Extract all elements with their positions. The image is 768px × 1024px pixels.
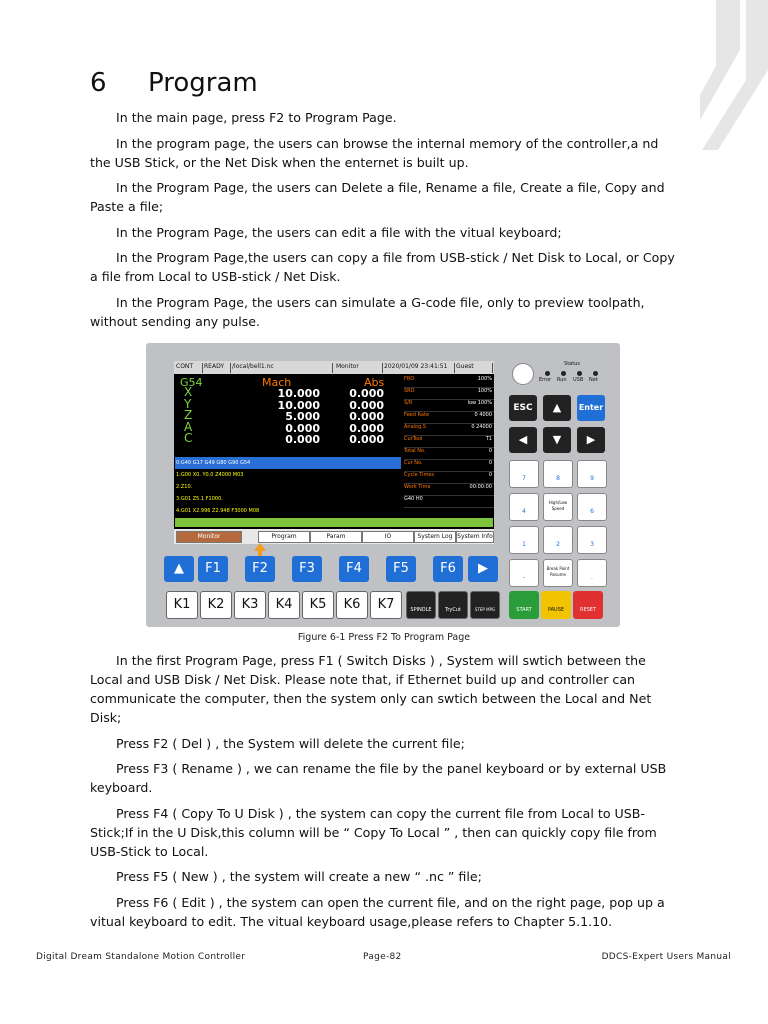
tab-monitor[interactable]: Monitor [176,531,242,543]
numpad-8[interactable]: 8 [543,460,573,488]
status-row: CurTool T1 [404,436,494,448]
state-label: READY [202,363,231,373]
k1-key[interactable]: K1 [166,591,198,619]
pause-key[interactable]: PAUSE [541,591,571,619]
f6-key[interactable]: F6 [433,556,463,582]
numpad-9[interactable]: 9 [577,460,607,488]
tab-io[interactable]: IO [362,531,414,543]
paragraph: Press F6 ( Edit ) , the system can open the current file, and on the right page, pop up a vitual keyboard to edit. The vitual keyboard usage,please refers to Chapter 5.1.10. [90,894,665,929]
mach-value: 10.000 [277,398,320,412]
numpad-1[interactable]: 1 [509,526,539,554]
high-low-speed-key[interactable]: High/Low Speed [543,493,573,521]
numpad-2[interactable]: 2 [543,526,573,554]
k6-key[interactable]: K6 [336,591,368,619]
f2-key[interactable]: F2 [245,556,275,582]
footer-right: DDCS-Expert Users Manual [601,952,731,962]
intro-paragraphs [90,108,676,337]
power-button[interactable] [512,363,534,385]
tab-system-log[interactable]: System Log [414,531,456,543]
status-row: Analog.S 0 24000 [404,424,494,436]
error-led [545,371,550,376]
abs-header: Abs [364,376,385,389]
left-key[interactable]: ◀ [509,427,537,453]
gcode-line: 3:G01 Z5.1 F1000. [176,496,223,502]
section-title: Program [148,68,258,98]
mach-header: Mach [262,376,292,389]
paragraph: In the Program Page, the users can Delete a file, Rename a file, Create a file, Copy and Paste a file; [90,180,665,214]
numpad-4[interactable]: 4 [509,493,539,521]
k-key-row [166,591,597,621]
k2-key[interactable]: K2 [200,591,232,619]
f5-key[interactable]: F5 [386,556,416,582]
input-bar [175,518,493,527]
paragraph: Press F4 ( Copy To U Disk ) , the system can copy the current file from Local to USB-Stick;If in the U Disk,this column will be “ Copy To Local ” , then can quickly copy file from USB-Stick to Local. [90,805,657,859]
paragraph: In the Program Page,the users can copy a file from USB-stick / Net Disk to Local, or Copy a file from Local to USB-stick / Net Disk. [90,250,675,284]
gcode-line: 2:Z10. [176,484,193,490]
abs-value: 0.000 [349,410,384,423]
up-key[interactable]: ▲ [543,395,571,421]
trycut-key[interactable]: TryCut [438,591,468,619]
breakpoint-resume-key[interactable]: Break Point Resume [543,559,573,587]
status-row: Work Time 00:00:00 [404,484,494,496]
f1-key[interactable]: F1 [198,556,228,582]
paragraph: In the first Program Page, press F1 ( Switch Disks ) , System will swtich between the Local and USB Disk / Net Disk. Please note that, if Ethernet build up and controller can communicate the computer, then the system only can swtich between the Local and Net Disk; [90,653,652,725]
mach-value: 0.000 [285,433,320,446]
k3-key[interactable]: K3 [234,591,266,619]
f4-key[interactable]: F4 [339,556,369,582]
mach-value: 10.000 [277,387,320,400]
reset-key[interactable]: RESET [573,591,603,619]
spindle-key[interactable]: SPINDLE [406,591,436,619]
wcs-label: G54 [180,376,203,389]
enter-key[interactable]: Enter [577,395,605,421]
f3-key[interactable]: F3 [292,556,322,582]
page-number: Page-82 [363,952,402,962]
user-label: Guest [454,363,493,373]
gcode-list [175,457,401,519]
gcode-line: 4:G01 X2.996 Z2.948 F3000 M08 [176,508,260,514]
tab-system-info[interactable]: System Info [456,531,494,543]
k5-key[interactable]: K5 [302,591,334,619]
status-row: FRO 100% [404,376,494,388]
start-key[interactable]: START [509,591,539,619]
gcode-line-selected: 0:G40 G17 G49 G80 G90 G54 [175,457,401,469]
paragraph: Press F5 ( New ) , the system will create a new “ .nc ” file; [116,869,482,884]
axis-label: Y [184,396,192,411]
tab-param[interactable]: Param [310,531,362,543]
numpad-dot[interactable]: . [577,559,607,587]
file-path: /local/bell1.nc [230,363,333,373]
footer-left: Digital Dream Standalone Motion Controller [36,952,246,962]
section-heading [90,68,258,98]
figure-caption: Figure 6-1 Press F2 To Program Page [297,632,471,643]
tab-program[interactable]: Program [258,531,310,543]
f-key-paragraphs [90,651,676,937]
run-led [561,371,566,376]
usb-led [577,371,582,376]
right-arrow-key[interactable]: ▶ [468,556,498,582]
step-mpg-key[interactable]: STEP MPG [470,591,500,619]
corner-decoration [698,0,768,150]
numpad-6[interactable]: 6 [577,493,607,521]
abs-value: 0.000 [349,433,384,446]
status-row: Total No. 0 [404,448,494,460]
status-leds: Status Error Run USB Net [539,361,598,383]
esc-key[interactable]: ESC [509,395,537,421]
mach-value: 0.000 [285,421,320,435]
axis-label: C [184,431,193,445]
screen-topbar [174,361,494,374]
paragraph: Press F3 ( Rename ) , we can rename the file by the panel keyboard or by external USB keyboard. [90,761,667,795]
numpad-3[interactable]: 3 [577,526,607,554]
gcode-line: 1:G00 X0. Y0.0 Z4000 M03 [176,472,244,478]
numpad-minus[interactable]: - [509,559,539,587]
k7-key[interactable]: K7 [370,591,402,619]
status-row: Cycle Times 0 [404,472,494,484]
page-label: Monitor [334,363,383,373]
screen-tabs [174,529,494,544]
paragraph: In the program page, the users can browse the internal memory of the controller,a nd the USB Stick, or the Net Disk when the enternet is built up. [90,135,659,170]
numpad-7[interactable]: 7 [509,460,539,488]
abs-value: 0.000 [349,421,384,435]
axis-label: X [184,385,193,399]
paragraph: In the Program Page, the users can simulate a G-code file, only to preview toolpath, without sending any pulse. [90,294,645,329]
axis-label: A [184,419,193,434]
status-row: G40 H0 [404,496,494,508]
down-key[interactable]: ▼ [543,427,571,453]
controller-screen [174,361,494,544]
net-led [593,371,598,376]
datetime: 2020/01/09 23:41:51 [382,363,455,373]
status-row: Feed Rate 0 4000 [404,412,494,424]
mach-value: 5.000 [285,410,320,423]
status-row: Cur No. 0 [404,460,494,472]
paragraph: In the Program Page, the users can edit a file with the vitual keyboard; [116,224,562,240]
status-row: SRO 100% [404,388,494,400]
status-panel [404,376,494,508]
up-arrow-key[interactable]: ▲ [164,556,194,582]
k4-key[interactable]: K4 [268,591,300,619]
function-key-row [164,556,494,586]
abs-value: 0.000 [349,387,384,400]
controller-figure [146,343,620,627]
right-key[interactable]: ▶ [577,427,605,453]
paragraph: In the main page, press F2 to Program Page. [116,110,397,125]
status-row: S/R low 100% [404,400,494,412]
axis-label: Z [184,408,193,422]
mode-label: CONT [174,363,203,373]
paragraph: Press F2 ( Del ) , the System will delete the current file; [116,735,465,751]
coordinate-display [176,376,402,454]
abs-value: 0.000 [349,398,384,412]
section-number: 6 [90,68,107,98]
